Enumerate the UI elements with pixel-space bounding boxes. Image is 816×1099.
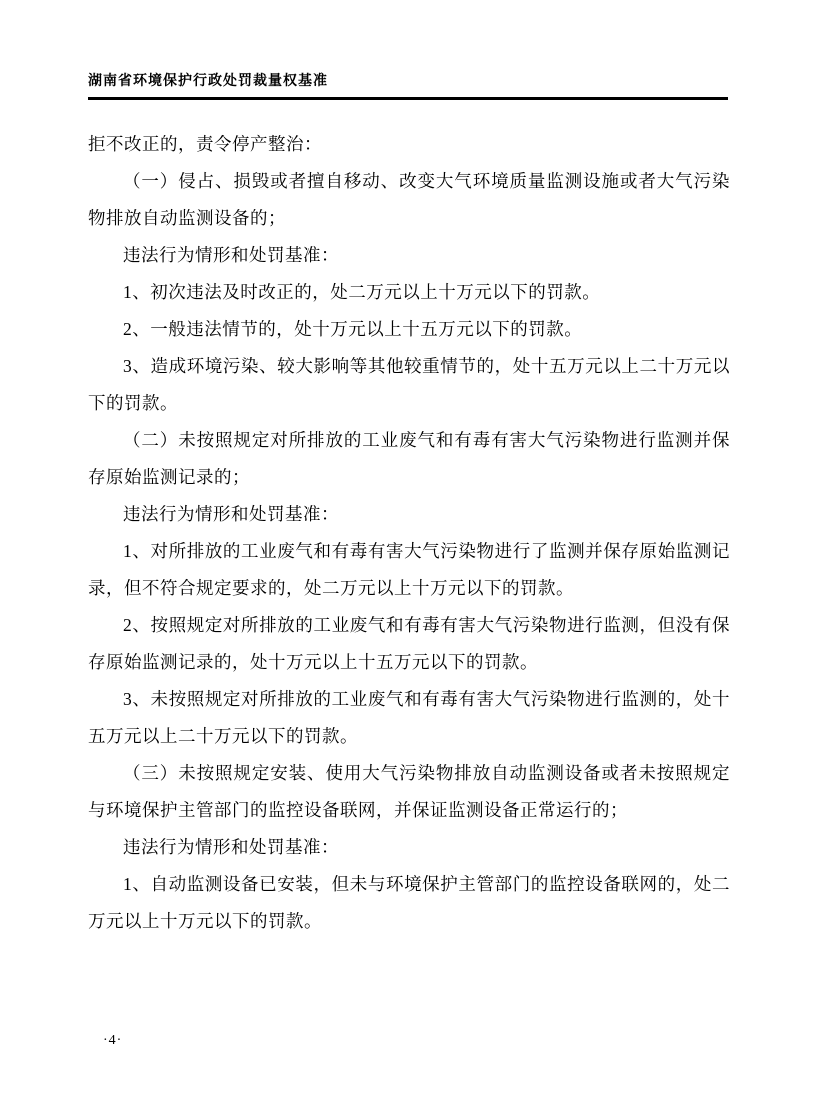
paragraph: 违法行为情形和处罚基准： (123, 837, 339, 857)
document-body (88, 126, 730, 940)
page-header (88, 70, 728, 100)
paragraph: 拒不改正的，责令停产整治： (88, 134, 322, 154)
paragraph: 3、未按照规定对所排放的工业废气和有毒有害大气污染物进行监测的，处十五万元以上二十万元以下的罚款。 (88, 689, 730, 746)
paragraph: 违法行为情形和处罚基准： (123, 504, 339, 524)
paragraph: 2、按照规定对所排放的工业废气和有毒有害大气污染物进行监测，但没有保存原始监测记录的，处十万元以上十五万元以下的罚款。 (88, 615, 730, 672)
paragraph: （一）侵占、损毁或者擅自移动、改变大气环境质量监测设施或者大气污染物排放自动监测设备的； (88, 171, 730, 228)
paragraph: 2、一般违法情节的，处十万元以上十五万元以下的罚款。 (123, 319, 583, 339)
paragraph: 1、自动监测设备已安装，但未与环境保护主管部门的监控设备联网的，处二万元以上十万元以下的罚款。 (88, 874, 730, 931)
paragraph: 3、造成环境污染、较大影响等其他较重情节的，处十五万元以上二十万元以下的罚款。 (88, 356, 730, 413)
paragraph: 1、对所排放的工业废气和有毒有害大气污染物进行了监测并保存原始监测记录，但不符合规定要求的，处二万元以上十万元以下的罚款。 (88, 541, 730, 598)
paragraph: 违法行为情形和处罚基准： (123, 245, 339, 265)
page-footer (103, 1033, 122, 1049)
paragraph: 1、初次违法及时改正的，处二万元以上十万元以下的罚款。 (123, 282, 601, 302)
header-title: 湖南省环境保护行政处罚裁量权基准 (88, 72, 328, 88)
header-rule (88, 97, 728, 100)
paragraph: （三）未按照规定安装、使用大气污染物排放自动监测设备或者未按照规定与环境保护主管部门的监控设备联网，并保证监测设备正常运行的； (88, 763, 730, 820)
paragraph: （二）未按照规定对所排放的工业废气和有毒有害大气污染物进行监测并保存原始监测记录的； (88, 430, 730, 487)
page-number: ·4· (103, 1033, 123, 1048)
